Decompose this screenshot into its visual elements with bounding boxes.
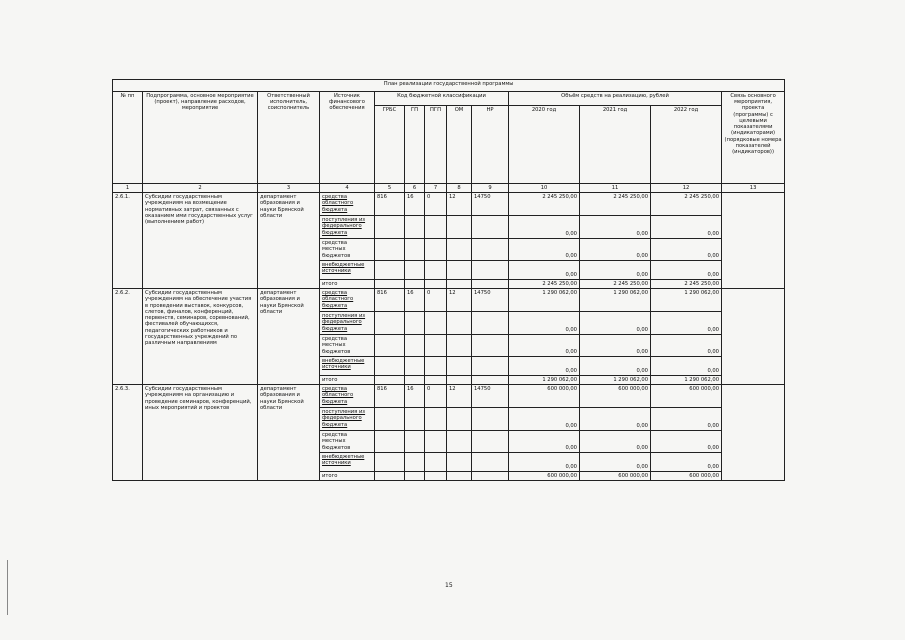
header-gp: ГП — [405, 106, 425, 184]
header-om: ОМ — [447, 106, 472, 184]
header-no: № пп — [113, 92, 143, 184]
cell-2021: 0,00 — [580, 312, 651, 335]
header-budget-code: Код бюджетной классификации — [375, 92, 509, 106]
header-pgp: ПГП — [425, 106, 447, 184]
source-local: средства местных бюджетов — [320, 239, 375, 261]
cell-2020: 1 290 062,00 — [509, 375, 580, 384]
cell-2022: 0,00 — [651, 335, 722, 357]
col-number: 6 — [405, 184, 425, 193]
col-number: 5 — [375, 184, 405, 193]
header-2020: 2020 год — [509, 106, 580, 184]
cell-2021: 0,00 — [580, 356, 651, 375]
table-row — [113, 289, 785, 312]
cell-2021: 2 245 250,00 — [580, 193, 651, 216]
col-number: 13 — [722, 184, 785, 193]
plan-table — [112, 79, 785, 481]
cell-2022: 0,00 — [651, 239, 722, 261]
source-federal: поступления из федерального бюджета — [320, 216, 375, 239]
cell-2021: 0,00 — [580, 239, 651, 261]
source-federal: поступления из федерального бюджета — [320, 312, 375, 335]
cell-2020: 0,00 — [509, 356, 580, 375]
table-title: План реализации государственной программы — [113, 80, 785, 92]
cell-2020: 600 000,00 — [509, 385, 580, 408]
cell-om: 12 — [447, 385, 472, 408]
cell-2020: 0,00 — [509, 335, 580, 357]
cell-2022: 2 245 250,00 — [651, 279, 722, 288]
cell-2022: 0,00 — [651, 452, 722, 471]
header-program: Подпрограмма, основное мероприятие (проект), направление расходов, мероприятие — [143, 92, 258, 184]
cell-2020: 0,00 — [509, 239, 580, 261]
col-number: 9 — [472, 184, 509, 193]
cell-2020: 0,00 — [509, 452, 580, 471]
cell-link — [722, 385, 785, 481]
cell-2022: 0,00 — [651, 260, 722, 279]
cell-np: 14750 — [472, 385, 509, 408]
cell-om: 12 — [447, 193, 472, 216]
source-regional: средства областного бюджета — [320, 193, 375, 216]
cell-2022: 0,00 — [651, 312, 722, 335]
cell-2021: 0,00 — [580, 216, 651, 239]
table-title-row — [113, 80, 785, 92]
source-total: итого — [320, 279, 375, 288]
cell-2022: 0,00 — [651, 356, 722, 375]
source-regional: средства областного бюджета — [320, 385, 375, 408]
cell-2021: 0,00 — [580, 431, 651, 453]
header-executor: Ответственный исполнитель, соисполнитель — [258, 92, 320, 184]
cell-gp: 16 — [405, 289, 425, 312]
row-executor: департамент образования и науки Брянской области — [258, 193, 320, 289]
margin-mark — [7, 560, 8, 615]
row-number: 2.6.3. — [113, 385, 143, 481]
table-row — [113, 385, 785, 408]
col-number: 11 — [580, 184, 651, 193]
cell-2021: 1 290 062,00 — [580, 375, 651, 384]
cell-2020: 2 245 250,00 — [509, 279, 580, 288]
source-local: средства местных бюджетов — [320, 431, 375, 453]
source-federal: поступления из федерального бюджета — [320, 408, 375, 431]
col-number: 2 — [143, 184, 258, 193]
source-extra: внебюджетные источники — [320, 260, 375, 279]
row-executor: департамент образования и науки Брянской области — [258, 289, 320, 385]
row-number: 2.6.1. — [113, 193, 143, 289]
col-number: 12 — [651, 184, 722, 193]
cell-2020: 0,00 — [509, 216, 580, 239]
cell-2020: 0,00 — [509, 431, 580, 453]
cell-2021: 0,00 — [580, 260, 651, 279]
cell-2022: 0,00 — [651, 431, 722, 453]
table-row — [113, 193, 785, 216]
cell-2021: 600 000,00 — [580, 471, 651, 480]
cell-2022: 0,00 — [651, 216, 722, 239]
cell-np: 14750 — [472, 193, 509, 216]
source-local: средства местных бюджетов — [320, 335, 375, 357]
cell-2021: 0,00 — [580, 452, 651, 471]
cell-2020: 0,00 — [509, 260, 580, 279]
cell-2020: 0,00 — [509, 312, 580, 335]
col-number: 8 — [447, 184, 472, 193]
col-number: 10 — [509, 184, 580, 193]
cell-link — [722, 289, 785, 385]
header-link: Связь основного мероприятия, проекта (программы) с целевыми показателями (индикаторами) (порядковые номера показателей (индикаторов)) — [722, 92, 785, 184]
cell-2022: 600 000,00 — [651, 385, 722, 408]
source-total: итого — [320, 375, 375, 384]
cell-2020: 0,00 — [509, 408, 580, 431]
header-np: НР — [472, 106, 509, 184]
cell-2021: 600 000,00 — [580, 385, 651, 408]
col-number: 3 — [258, 184, 320, 193]
cell-2020: 2 245 250,00 — [509, 193, 580, 216]
cell-2021: 2 245 250,00 — [580, 279, 651, 288]
cell-2022: 1 290 062,00 — [651, 375, 722, 384]
cell-2021: 1 290 062,00 — [580, 289, 651, 312]
source-extra: внебюджетные источники — [320, 452, 375, 471]
cell-2022: 0,00 — [651, 408, 722, 431]
cell-grbs: 816 — [375, 289, 405, 312]
header-2021: 2021 год — [580, 106, 651, 184]
col-number: 1 — [113, 184, 143, 193]
header-row-1 — [113, 92, 785, 106]
row-number: 2.6.2. — [113, 289, 143, 385]
header-source: Источник финансового обеспечения — [320, 92, 375, 184]
cell-gp: 16 — [405, 385, 425, 408]
header-2022: 2022 год — [651, 106, 722, 184]
row-name: Субсидии государственным учреждениям на организацию и проведение семинаров, конференций, иных мероприятий и проектов — [143, 385, 258, 481]
cell-2021: 0,00 — [580, 335, 651, 357]
source-extra: внебюджетные источники — [320, 356, 375, 375]
header-grbs: ГРБС — [375, 106, 405, 184]
cell-pgp: 0 — [425, 193, 447, 216]
cell-2022: 600 000,00 — [651, 471, 722, 480]
cell-gp: 16 — [405, 193, 425, 216]
cell-2021: 0,00 — [580, 408, 651, 431]
cell-2020: 1 290 062,00 — [509, 289, 580, 312]
cell-2022: 1 290 062,00 — [651, 289, 722, 312]
cell-2020: 600 000,00 — [509, 471, 580, 480]
header-volume: Объём средств на реализацию, рублей — [509, 92, 722, 106]
row-executor: департамент образования и науки Брянской области — [258, 385, 320, 481]
column-number-row — [113, 184, 785, 193]
cell-link — [722, 193, 785, 289]
row-name: Субсидии государственным учреждениям на возмещение нормативных затрат, связанных с оказанием ими государственных услуг (выполнением работ) — [143, 193, 258, 289]
col-number: 4 — [320, 184, 375, 193]
source-total: итого — [320, 471, 375, 480]
col-number: 7 — [425, 184, 447, 193]
cell-pgp: 0 — [425, 289, 447, 312]
source-regional: средства областного бюджета — [320, 289, 375, 312]
cell-2022: 2 245 250,00 — [651, 193, 722, 216]
cell-grbs: 816 — [375, 193, 405, 216]
row-name: Субсидии государственным учреждениям на обеспечение участия в проведении выставок, конкурсов, слетов, финалов, конференций, первенств, семинаров, соревнований, фестивалей обучающихся, педагогических работников и государственных учреждений по различным направлениям — [143, 289, 258, 385]
cell-grbs: 816 — [375, 385, 405, 408]
page-number: 15 — [445, 582, 453, 589]
cell-np: 14750 — [472, 289, 509, 312]
cell-pgp: 0 — [425, 385, 447, 408]
cell-om: 12 — [447, 289, 472, 312]
